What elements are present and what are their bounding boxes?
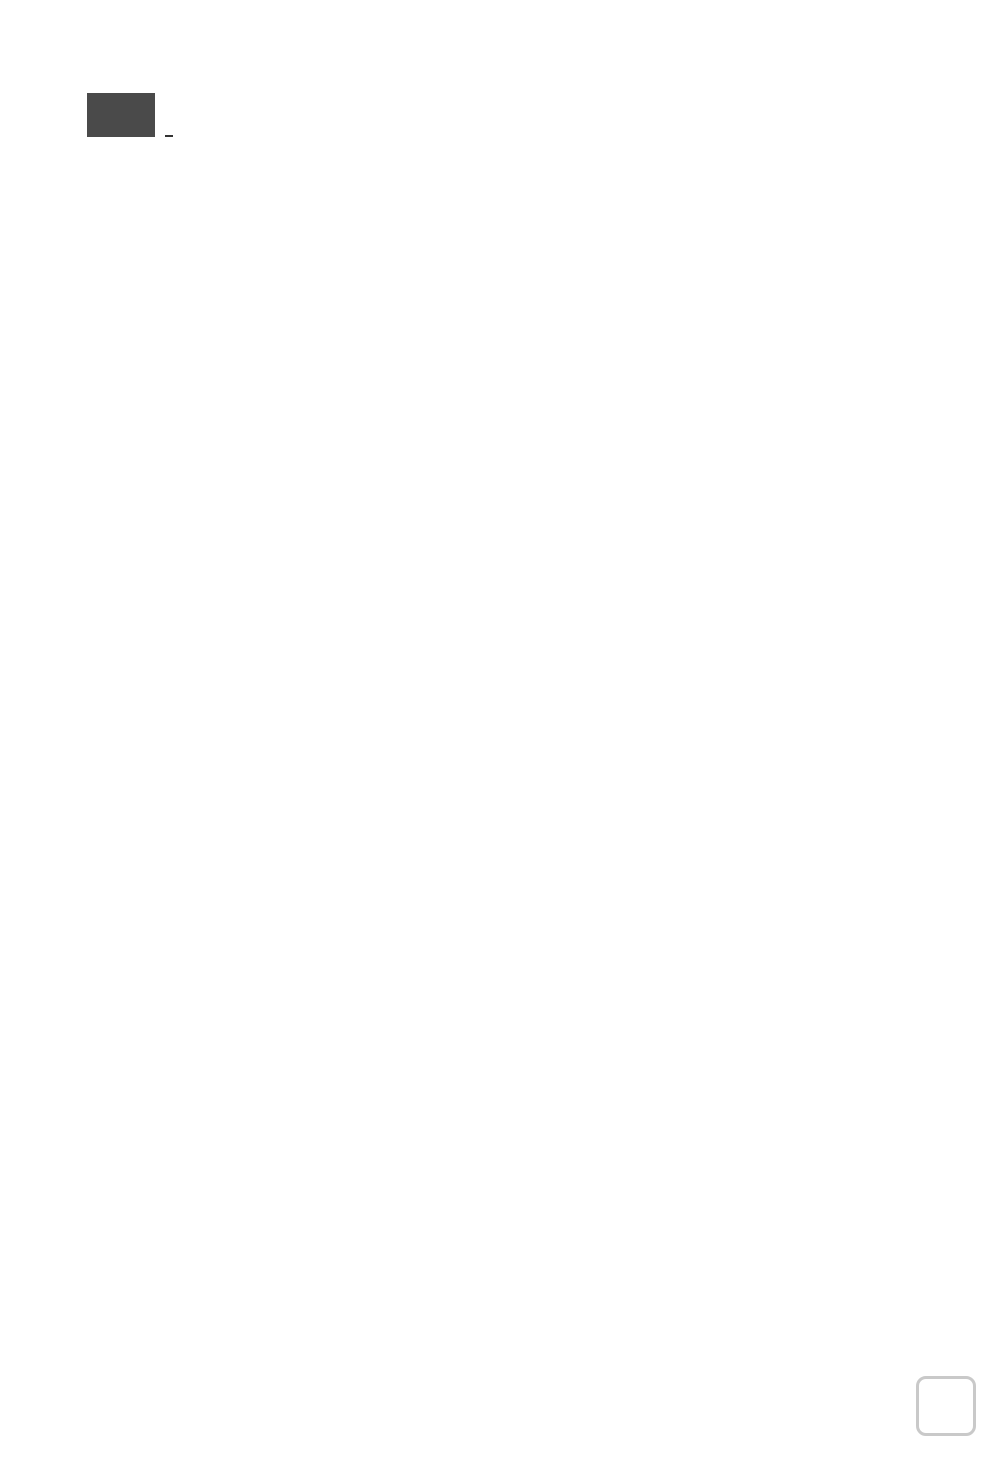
watermark-seal-icon [916, 1376, 976, 1436]
series-logo [87, 93, 155, 137]
book-title [165, 132, 173, 137]
watermark [846, 1376, 976, 1460]
page-header [87, 93, 173, 137]
